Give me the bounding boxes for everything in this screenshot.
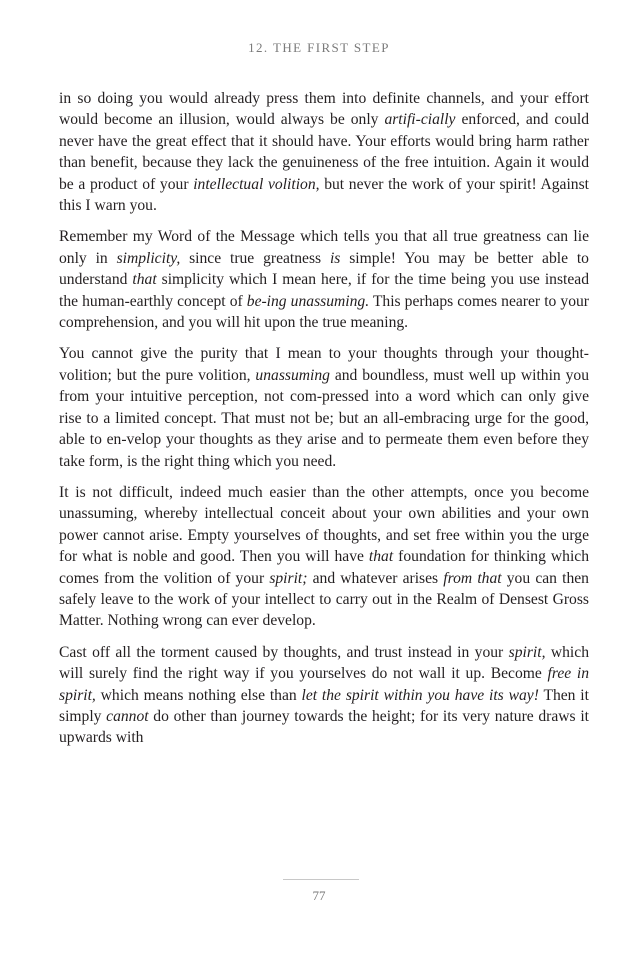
emphasis: spirit;: [269, 569, 308, 587]
emphasis: cannot: [106, 707, 149, 725]
paragraph: [59, 88, 589, 216]
text-run: simplicity which I mean here, if for the time being you use instead the human-earthly concept of: [59, 271, 589, 310]
text-run: This perhaps comes nearer to your comprehension, and you will hit upon the true meaning.: [59, 292, 589, 332]
text-run: but never the work of your spirit! Against this I warn you.: [59, 175, 590, 215]
emphasis: free in spirit,: [59, 665, 589, 704]
text-run: You cannot give the purity that I mean to your thoughts through your thought-volition; but the pure volition,: [59, 345, 589, 384]
text-run: It is not difficult, indeed much easier than the other attempts, once you become unassuming, whereby intellectual conceit about your own abilities and your own power cannot arise. Empty yourselves of thoughts, and set free within you the urge for what is noble and good. Then you will have: [59, 483, 589, 566]
text-run: enforced, and could never have the great effect that it should have. Your efforts would bring harm rather than benefit, because they lack the genuineness of the free intuition. Again it would be a product of your: [59, 111, 590, 193]
emphasis: be-ing unassuming.: [246, 292, 370, 310]
emphasis: unassuming: [255, 366, 330, 384]
body-text: [59, 88, 589, 759]
text-run: in so doing you would already press them into definite channels, and your effort would become an illusion, would always be only: [59, 90, 589, 129]
text-run: do other than journey towards the height; for its very nature draws it upwards with: [59, 707, 589, 747]
text-run: foundation for thinking which comes from the volition of your: [59, 548, 589, 587]
page-number: 77: [312, 888, 326, 903]
text-run: and whatever arises: [307, 569, 444, 587]
paragraph: [59, 642, 589, 749]
paragraph: [59, 343, 589, 471]
emphasis: spirit,: [508, 643, 546, 661]
text-run: you can then safely leave to the work of your intellect to carry out in the Realm of Densest Gross Matter. Nothing wrong can ever develop.: [59, 569, 589, 630]
text-run: since true greatness: [180, 249, 330, 267]
text-run: Remember my Word of the Message which tells you that all true greatness can lie only in: [59, 228, 589, 267]
emphasis: artifi-cially: [384, 111, 456, 129]
text-run: simple! You may be better able to understand: [59, 249, 589, 289]
running-header: 12. THE FIRST STEP: [248, 40, 390, 55]
emphasis: from that: [443, 569, 502, 587]
emphasis: intellectual volition,: [193, 175, 320, 193]
text-run: and boundless, must well up within you from your intuitive perception, not com-pressed into a word which can only give rise to a limited concept. That must not be; but an all-embracing urge for the good, able to en-velop your thoughts as they arise and to permeate them even before they take form, is the right thing which you need.: [59, 366, 589, 470]
text-run: which means nothing else than: [95, 686, 302, 704]
paragraph: [59, 482, 589, 632]
text-run: which will surely find the right way if you yourselves do not wall it up. Become: [59, 643, 589, 683]
emphasis: is: [329, 249, 341, 267]
paragraph: [59, 226, 589, 333]
text-run: Cast off all the torment caused by thoughts, and trust instead in your: [59, 643, 509, 661]
footer-rule: [283, 879, 359, 880]
emphasis: that: [132, 271, 157, 289]
text-run: Then it simply: [59, 686, 589, 725]
emphasis: that: [368, 548, 394, 566]
emphasis: simplicity,: [116, 249, 181, 267]
emphasis: let the spirit within you have its way!: [301, 686, 539, 704]
